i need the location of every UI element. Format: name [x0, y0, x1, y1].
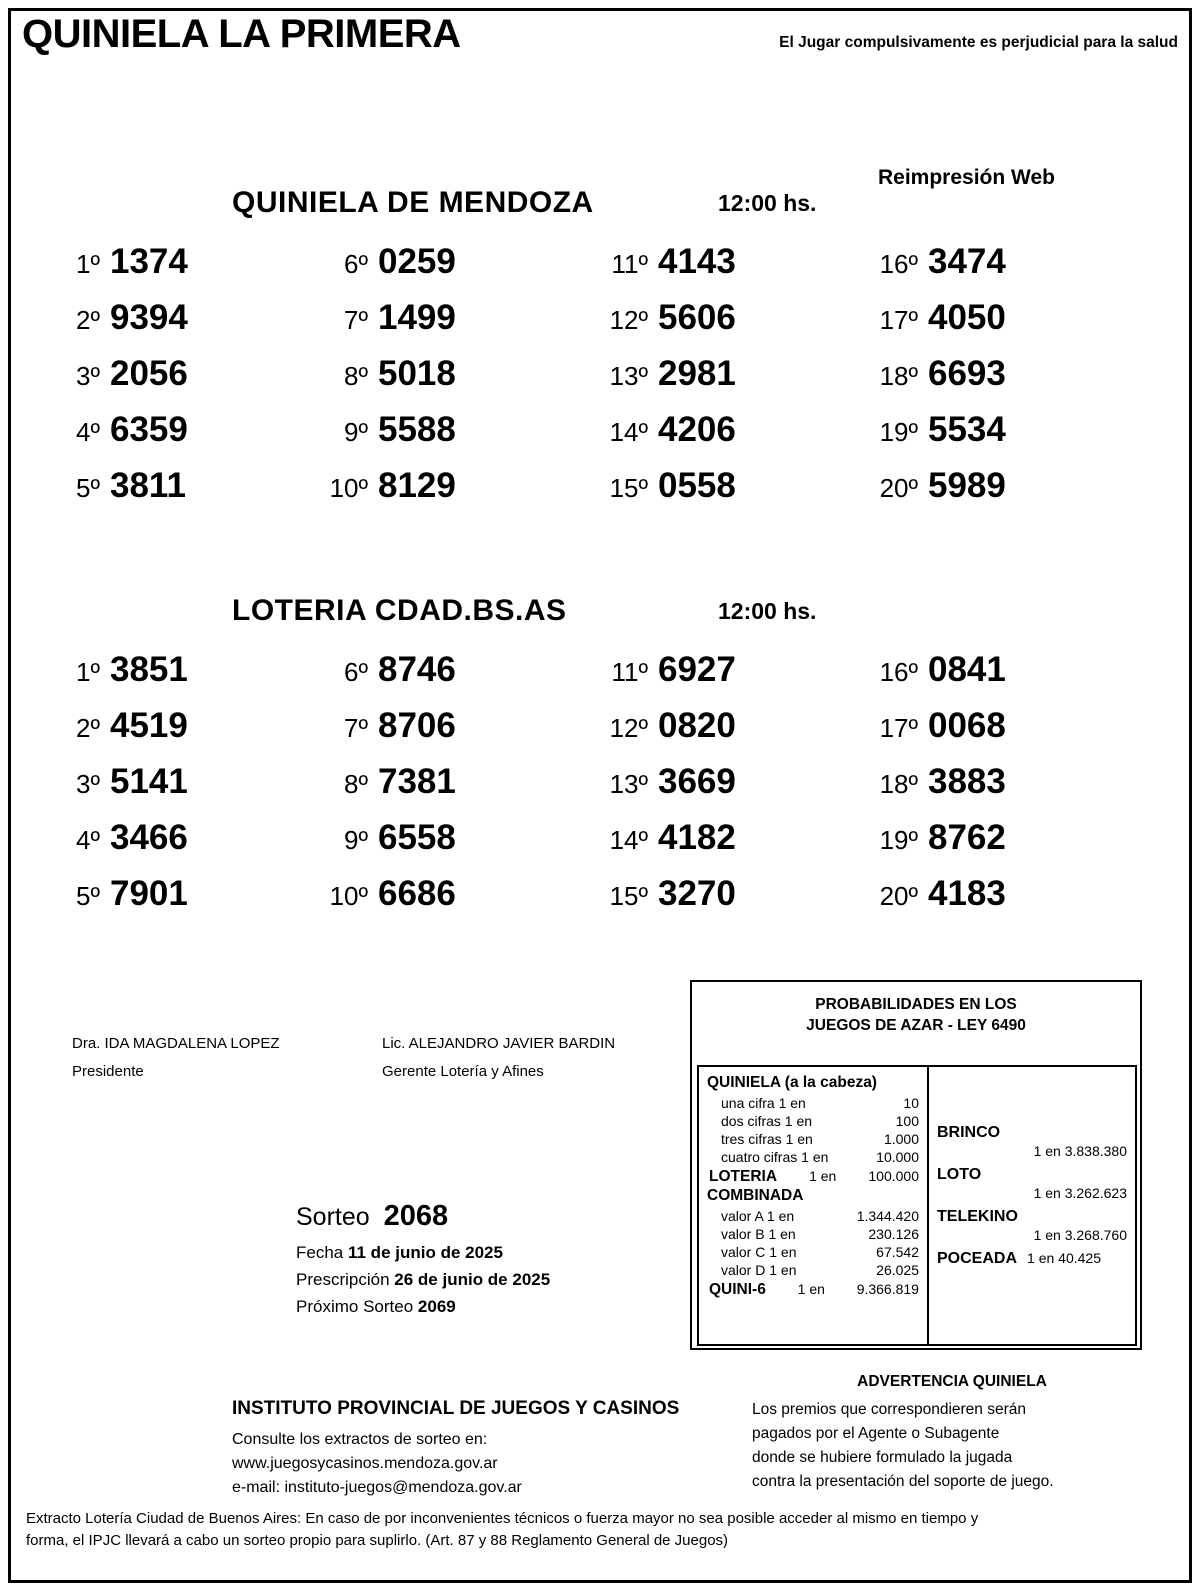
- advertencia-block: [752, 1370, 1152, 1494]
- result-item: [60, 874, 322, 930]
- result-position: 10º: [329, 881, 368, 911]
- result-position: 16º: [879, 249, 918, 279]
- result-item: [322, 354, 594, 410]
- footer-line1: Extracto Lotería Ciudad de Buenos Aires: En caso de por inconvenientes técnicos o fuerza mayor no sea posible acceder al mismo en tiempo y: [26, 1510, 979, 1527]
- result-item: [322, 818, 594, 874]
- other-game-value: 1 en 3.262.623: [1033, 1185, 1127, 1201]
- result-item: [864, 650, 1114, 706]
- result-number: 8762: [928, 818, 1006, 857]
- probability-value: 1.344.420: [856, 1208, 919, 1224]
- result-position: 7º: [344, 713, 368, 743]
- result-position: 13º: [609, 361, 648, 391]
- result-item: [864, 410, 1114, 466]
- result-number: 6927: [658, 650, 736, 689]
- result-position: 14º: [609, 417, 648, 447]
- probability-label: cuatro cifras 1 en: [721, 1149, 829, 1165]
- result-position: 3º: [76, 769, 100, 799]
- result-number: 5606: [658, 298, 736, 337]
- result-number: 6693: [928, 354, 1006, 393]
- result-number: 8706: [378, 706, 456, 745]
- other-game-telekino: [937, 1208, 1135, 1243]
- result-item: [864, 818, 1114, 874]
- result-number: 1374: [110, 242, 188, 281]
- probability-label: valor D 1 en: [721, 1262, 797, 1278]
- probability-value: 10: [903, 1095, 919, 1111]
- result-number: 3466: [110, 818, 188, 857]
- results-grid: [60, 242, 1120, 522]
- result-position: 16º: [879, 657, 918, 687]
- sorteo-fecha: [296, 1243, 550, 1263]
- result-number: 0068: [928, 706, 1006, 745]
- result-item: [594, 354, 864, 410]
- result-item: [864, 298, 1114, 354]
- result-number: 4182: [658, 818, 736, 857]
- result-position: 17º: [879, 305, 918, 335]
- result-position: 14º: [609, 825, 648, 855]
- result-position: 20º: [879, 881, 918, 911]
- other-game-poceada: [937, 1250, 1135, 1268]
- result-number: 6558: [378, 818, 456, 857]
- probabilities-left-column: [699, 1067, 929, 1344]
- probability-row: [707, 1130, 921, 1148]
- advertencia-line3: donde se hubiere formulado la jugada: [752, 1449, 1013, 1467]
- game-time: 12:00 hs.: [718, 598, 817, 624]
- instituto-block: [232, 1395, 679, 1500]
- result-position: 12º: [609, 713, 648, 743]
- result-number: 4050: [928, 298, 1006, 337]
- result-item: [594, 242, 864, 298]
- signature-name: Dra. IDA MAGDALENA LOPEZ: [72, 1035, 280, 1052]
- result-item: [322, 298, 594, 354]
- result-item: [60, 354, 322, 410]
- result-number: 8129: [378, 466, 456, 505]
- sorteo-prescripcion: [296, 1270, 550, 1290]
- result-position: 15º: [609, 881, 648, 911]
- result-number: 0558: [658, 466, 736, 505]
- result-item: [864, 762, 1114, 818]
- probability-value: 100.000: [868, 1168, 919, 1184]
- game-title: LOTERIA CDAD.BS.AS: [232, 594, 567, 627]
- result-item: [594, 650, 864, 706]
- probability-value: 230.126: [868, 1226, 919, 1242]
- result-number: 7901: [110, 874, 188, 913]
- result-item: [864, 466, 1114, 522]
- result-position: 5º: [76, 473, 100, 503]
- probabilities-table: [697, 1065, 1137, 1346]
- result-position: 20º: [879, 473, 918, 503]
- page-header: [22, 12, 1178, 57]
- sorteo-prescripcion-value: 26 de junio de 2025: [394, 1270, 551, 1289]
- result-position: 11º: [611, 657, 648, 687]
- result-item: [864, 874, 1114, 930]
- other-game-name: BRINCO: [937, 1124, 1001, 1141]
- other-game-name: LOTO: [937, 1166, 982, 1183]
- sorteo-prescripcion-label: Prescripción: [296, 1270, 390, 1289]
- result-number: 3270: [658, 874, 736, 913]
- other-game-value: 1 en 3.268.760: [1033, 1227, 1127, 1243]
- advertencia-line2: pagados por el Agente o Subagente: [752, 1425, 1000, 1443]
- sorteo-info: [296, 1200, 550, 1317]
- gambling-warning: El Jugar compulsivamente es perjudicial para la salud: [779, 34, 1178, 51]
- result-position: 19º: [879, 825, 918, 855]
- signature-manager: [382, 1035, 615, 1080]
- sorteo-fecha-value: 11 de junio de 2025: [347, 1243, 503, 1262]
- result-position: 1º: [76, 657, 100, 687]
- result-number: 3883: [928, 762, 1006, 801]
- result-position: 18º: [879, 361, 918, 391]
- probability-row: [707, 1243, 921, 1261]
- result-position: 4º: [76, 417, 100, 447]
- game-header: [0, 594, 1184, 638]
- other-game-value: 1 en 3.838.380: [1033, 1143, 1127, 1159]
- instituto-website: www.juegosycasinos.mendoza.gov.ar: [232, 1454, 498, 1472]
- probability-row: [707, 1225, 921, 1243]
- probability-row: [707, 1094, 921, 1112]
- result-position: 4º: [76, 825, 100, 855]
- result-number: 0259: [378, 242, 456, 281]
- instituto-line1: Consulte los extractos de sorteo en:: [232, 1430, 488, 1448]
- result-position: 10º: [329, 473, 368, 503]
- result-item: [594, 410, 864, 466]
- brand-title: QUINIELA LA PRIMERA: [22, 12, 461, 56]
- result-item: [594, 706, 864, 762]
- probabilities-title: [692, 982, 1140, 1037]
- result-item: [594, 298, 864, 354]
- result-position: 2º: [76, 713, 100, 743]
- quiniela-header: QUINIELA (a la cabeza): [707, 1074, 877, 1091]
- game-header: [0, 186, 1184, 230]
- result-position: 18º: [879, 769, 918, 799]
- result-number: 3851: [110, 650, 188, 689]
- result-number: 4143: [658, 242, 736, 281]
- result-number: 4206: [658, 410, 736, 449]
- probability-label: LOTERIA: [709, 1168, 778, 1185]
- result-item: [864, 706, 1114, 762]
- result-number: 1499: [378, 298, 456, 337]
- result-number: 5989: [928, 466, 1006, 505]
- advertencia-title: ADVERTENCIA QUINIELA: [857, 1373, 1047, 1390]
- result-item: [594, 762, 864, 818]
- probability-row: [707, 1207, 921, 1225]
- reimpresion-label: Reimpresión Web: [878, 166, 1055, 189]
- probability-mid: 1 en: [797, 1281, 825, 1297]
- result-number: 6359: [110, 410, 188, 449]
- probabilities-title-line2: JUEGOS DE AZAR - LEY 6490: [806, 1016, 1026, 1034]
- result-number: 3474: [928, 242, 1006, 281]
- probability-label: valor B 1 en: [721, 1226, 796, 1242]
- probability-row: [707, 1261, 921, 1279]
- probabilities-title-line1: PROBABILIDADES EN LOS: [815, 996, 1017, 1013]
- footer-note: [26, 1508, 1171, 1552]
- result-number: 4519: [110, 706, 188, 745]
- result-item: [594, 818, 864, 874]
- result-position: 2º: [76, 305, 100, 335]
- result-item: [322, 874, 594, 930]
- result-position: 15º: [609, 473, 648, 503]
- result-number: 8746: [378, 650, 456, 689]
- result-item: [594, 466, 864, 522]
- result-item: [322, 410, 594, 466]
- result-number: 3669: [658, 762, 736, 801]
- probability-value: 1.000: [883, 1131, 919, 1147]
- other-game-loto: [937, 1166, 1135, 1201]
- probability-mid: 1 en: [809, 1168, 837, 1184]
- other-game-value: 1 en 40.425: [1027, 1250, 1101, 1266]
- result-number: 0820: [658, 706, 736, 745]
- other-game-name: POCEADA: [937, 1250, 1018, 1267]
- probabilities-box: [690, 980, 1142, 1350]
- advertencia-line4: contra la presentación del soporte de juego.: [752, 1473, 1054, 1491]
- probability-value: 67.542: [876, 1244, 919, 1260]
- result-position: 13º: [609, 769, 648, 799]
- probability-value: 9.366.819: [856, 1281, 919, 1297]
- result-position: 11º: [611, 249, 648, 279]
- result-item: [322, 242, 594, 298]
- probability-value: 100: [895, 1113, 919, 1129]
- result-number: 4183: [928, 874, 1006, 913]
- signature-role: Presidente: [72, 1063, 144, 1080]
- probability-label: una cifra 1 en: [721, 1095, 806, 1111]
- result-number: 5141: [110, 762, 188, 801]
- other-game-name: TELEKINO: [937, 1208, 1018, 1225]
- result-position: 5º: [76, 881, 100, 911]
- result-item: [60, 242, 322, 298]
- result-item: [864, 354, 1114, 410]
- game-title: QUINIELA DE MENDOZA: [232, 186, 594, 219]
- result-item: [322, 466, 594, 522]
- game-time: 12:00 hs.: [718, 190, 817, 216]
- signature-president: [72, 1035, 280, 1080]
- result-item: [322, 762, 594, 818]
- sorteo-number: 2068: [383, 1200, 449, 1232]
- result-number: 2056: [110, 354, 188, 393]
- result-item: [864, 242, 1114, 298]
- result-item: [322, 650, 594, 706]
- sorteo-headline: [296, 1200, 550, 1233]
- sorteo-proximo: [296, 1297, 550, 1317]
- probability-label: QUINI-6: [709, 1281, 766, 1298]
- result-item: [60, 762, 322, 818]
- instituto-email: e-mail: instituto-juegos@mendoza.gov.ar: [232, 1478, 522, 1496]
- sorteo-proximo-label: Próximo Sorteo: [296, 1297, 414, 1316]
- probability-row: [707, 1148, 921, 1166]
- result-number: 5534: [928, 410, 1006, 449]
- signature-name: Lic. ALEJANDRO JAVIER BARDIN: [382, 1035, 616, 1052]
- probability-label: valor C 1 en: [721, 1244, 797, 1260]
- probability-label: valor A 1 en: [721, 1208, 795, 1224]
- result-number: 6686: [378, 874, 456, 913]
- probabilities-right-column: [929, 1067, 1135, 1344]
- combinada-header: COMBINADA: [707, 1187, 804, 1204]
- result-position: 9º: [344, 825, 368, 855]
- result-position: 1º: [76, 249, 100, 279]
- probability-value: 26.025: [876, 1262, 919, 1278]
- result-number: 2981: [658, 354, 736, 393]
- footer-line2: forma, el IPJC llevará a cabo un sorteo propio para suplirlo. (Art. 87 y 88 Reglamento General de Juegos): [26, 1531, 729, 1549]
- probability-label: dos cifras 1 en: [721, 1113, 813, 1129]
- result-position: 17º: [879, 713, 918, 743]
- result-item: [60, 650, 322, 706]
- sorteo-proximo-value: 2069: [417, 1297, 456, 1316]
- result-position: 7º: [344, 305, 368, 335]
- result-number: 0841: [928, 650, 1006, 689]
- sorteo-label: Sorteo: [296, 1203, 370, 1231]
- results-grid: [60, 650, 1120, 930]
- result-position: 6º: [344, 657, 368, 687]
- probability-label: tres cifras 1 en: [721, 1131, 813, 1147]
- result-number: 7381: [378, 762, 456, 801]
- result-item: [60, 818, 322, 874]
- result-number: 5588: [378, 410, 456, 449]
- game-block-mendoza: [0, 186, 1184, 505]
- probability-value: 10.000: [876, 1149, 919, 1165]
- signature-role: Gerente Lotería y Afines: [382, 1063, 544, 1080]
- other-game-brinco: [937, 1124, 1135, 1159]
- result-item: [60, 298, 322, 354]
- result-position: 9º: [344, 417, 368, 447]
- result-position: 6º: [344, 249, 368, 279]
- result-position: 8º: [344, 769, 368, 799]
- result-position: 8º: [344, 361, 368, 391]
- loteria-probability-row: [707, 1166, 921, 1187]
- result-item: [60, 706, 322, 762]
- quini6-probability-row: [707, 1279, 921, 1300]
- result-position: 12º: [609, 305, 648, 335]
- instituto-title: INSTITUTO PROVINCIAL DE JUEGOS Y CASINOS: [232, 1398, 680, 1419]
- result-item: [594, 874, 864, 930]
- sorteo-fecha-label: Fecha: [296, 1243, 344, 1262]
- advertencia-line1: Los premios que correspondieren serán: [752, 1401, 1026, 1419]
- result-number: 9394: [110, 298, 188, 337]
- probability-row: [707, 1112, 921, 1130]
- game-block-loteria-caba: [0, 594, 1184, 913]
- result-number: 3811: [110, 466, 186, 505]
- result-number: 5018: [378, 354, 456, 393]
- result-position: 3º: [76, 361, 100, 391]
- result-item: [60, 410, 322, 466]
- result-position: 19º: [879, 417, 918, 447]
- result-item: [60, 466, 322, 522]
- result-item: [322, 706, 594, 762]
